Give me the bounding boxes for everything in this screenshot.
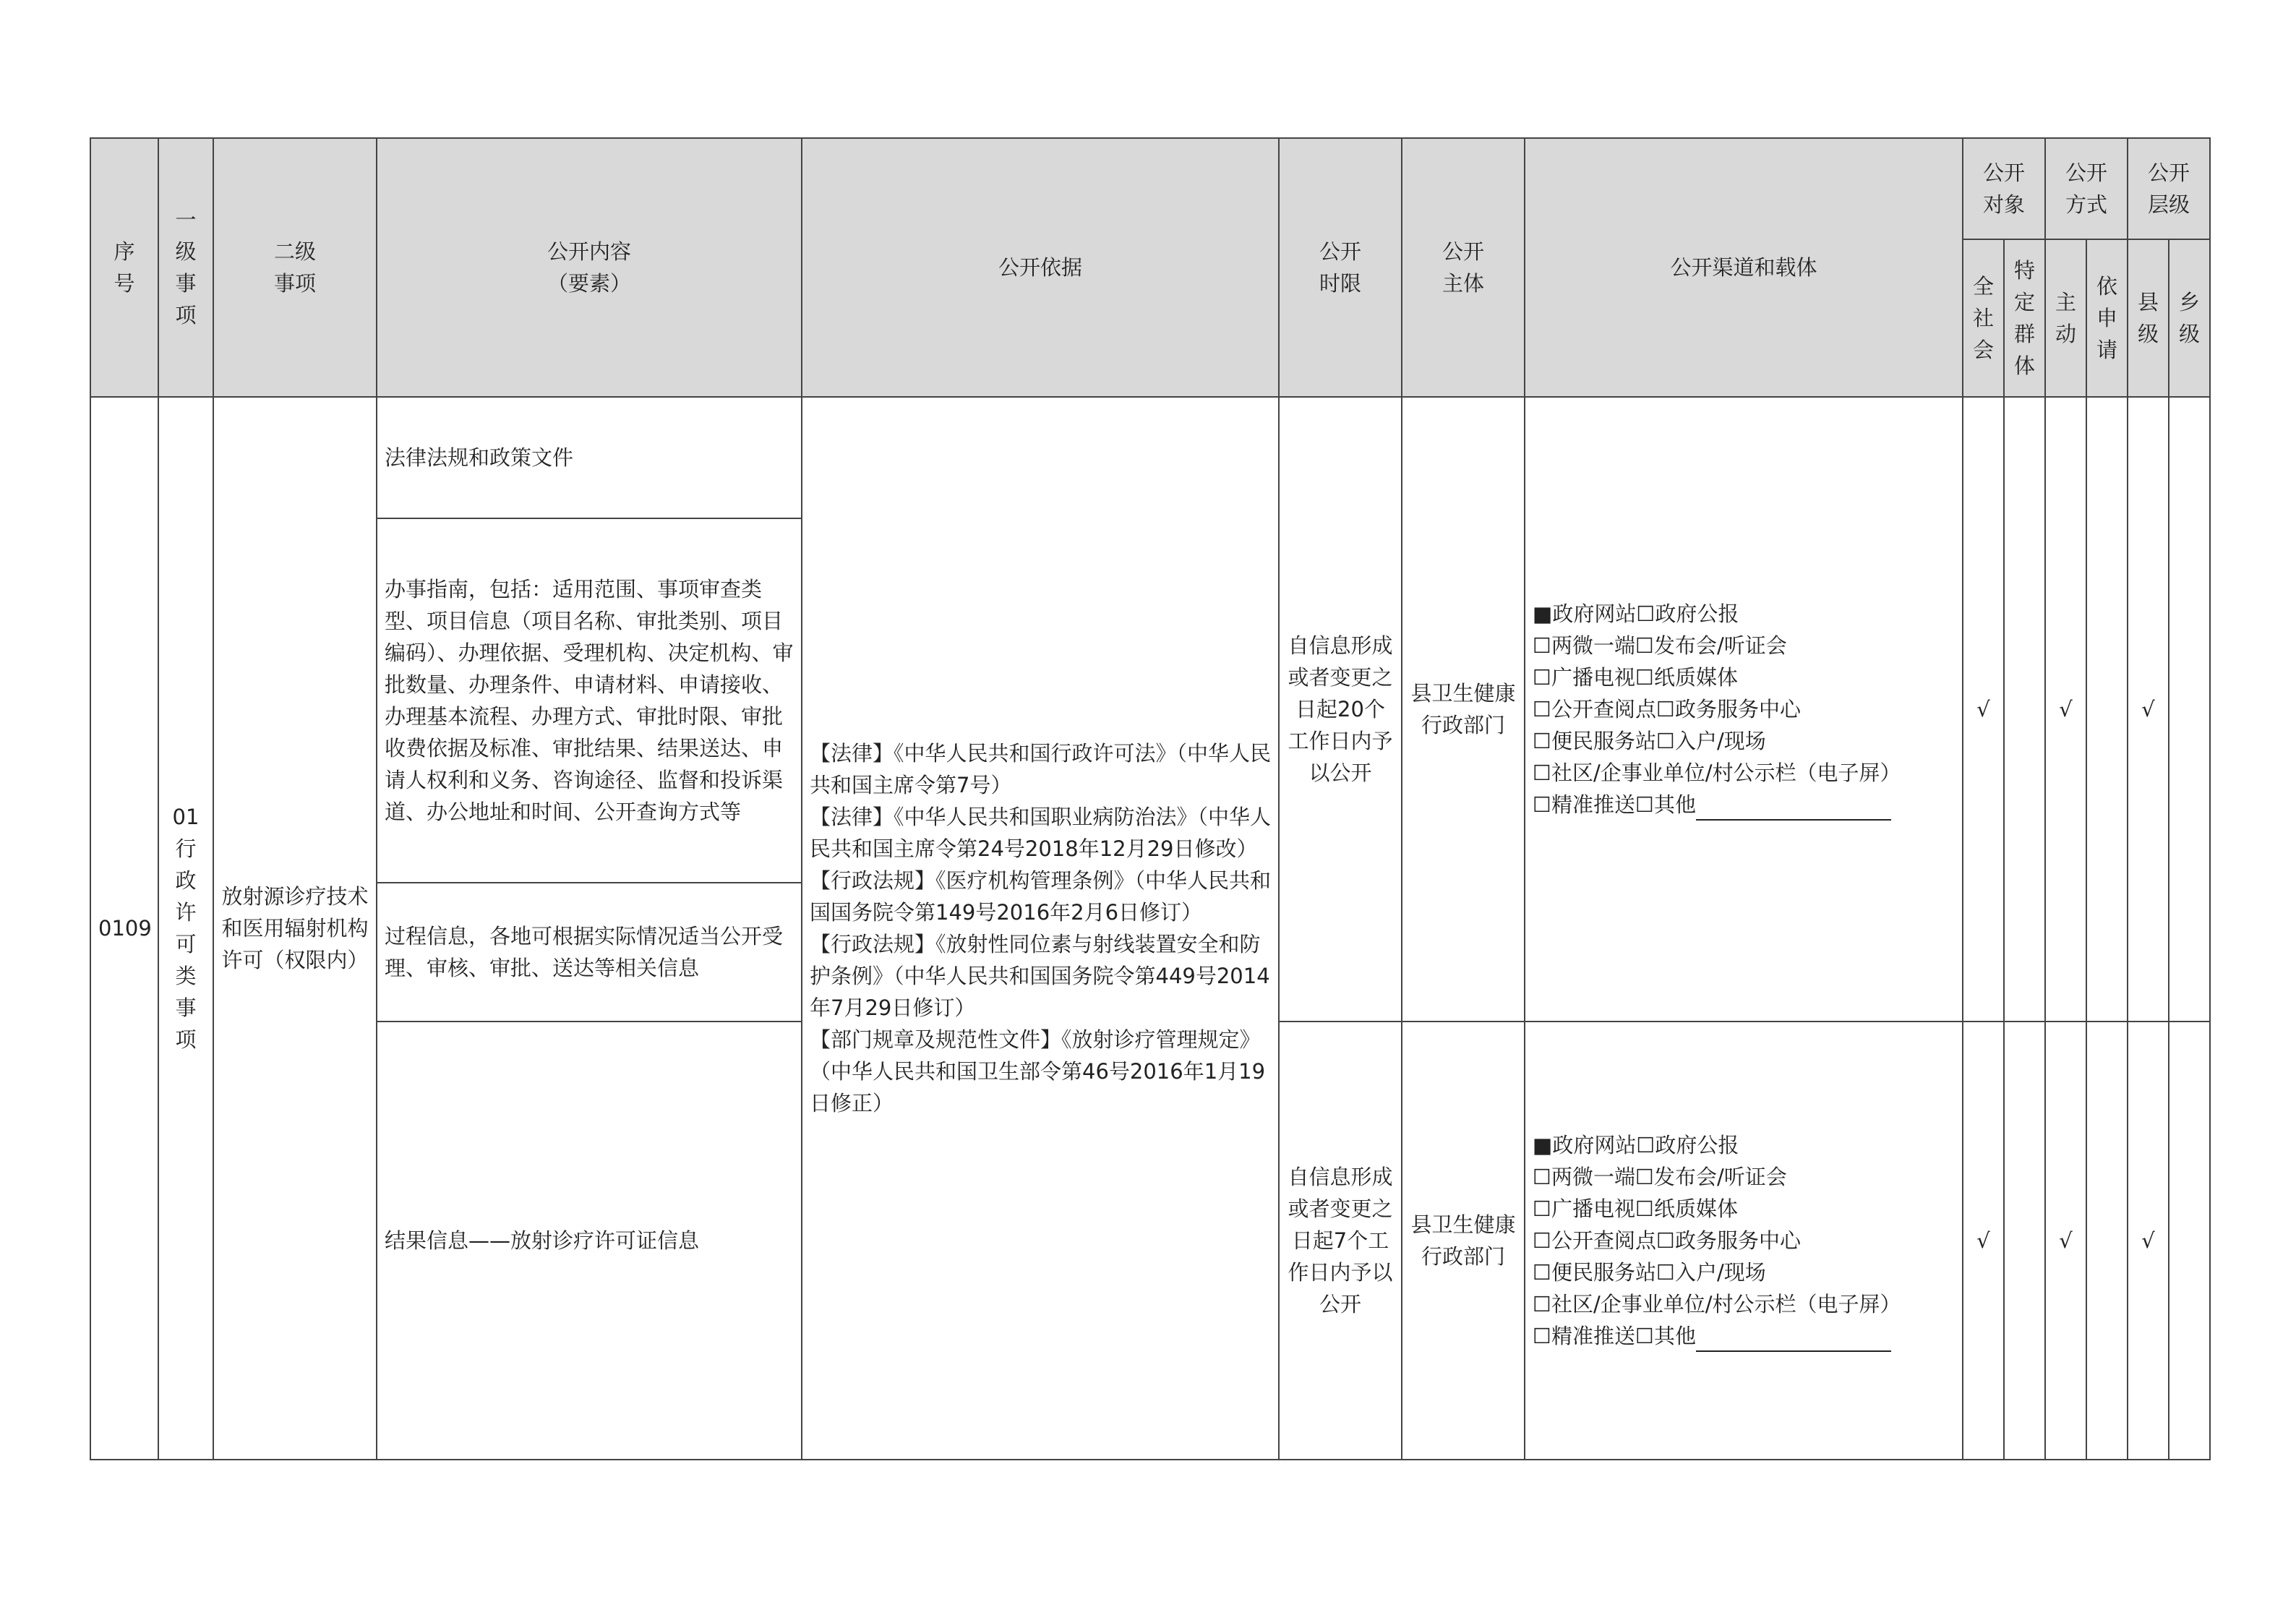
group1-target-specific (2004, 397, 2045, 1022)
row-seq: 0109 (90, 397, 158, 1460)
group2-channels: ■政府网站☐政府公报 ☐两微一端☐发布会/听证会 ☐广播电视☐纸质媒体 ☐公开查阅点☐政务服务中心 ☐便民服务站☐入户/现场 ☐社区/企事业单位/村公示栏（电子屏） ☐精准推送☐其他 (1525, 1022, 1963, 1460)
header-level1: 一 级 事 项 (158, 138, 213, 397)
group1-time-limit: 自信息形成或者变更之日起20个工作日内予以公开 (1279, 397, 1402, 1022)
header-method-active: 主 动 (2045, 239, 2086, 397)
content-item-process: 过程信息，各地可根据实际情况适当公开受理、审核、审批、送达等相关信息 (377, 883, 802, 1022)
group1-target-all: √ (1963, 397, 2004, 1022)
header-target-specific: 特 定 群 体 (2004, 239, 2045, 397)
group2-tier-township (2169, 1022, 2210, 1460)
header-content: 公开内容 （要素） (377, 138, 802, 397)
row-level2: 放射源诊疗技术和医用辐射机构许可（权限内） (213, 397, 377, 1460)
basis-line: 【法律】《中华人民共和国行政许可法》（中华人民共和国主席令第7号） (810, 741, 1272, 797)
header-time-limit: 公开 时限 (1279, 138, 1402, 397)
header-method: 公开 方式 (2045, 138, 2128, 239)
row-level1: 01 行 政 许 可 类 事 项 (158, 397, 213, 1460)
basis-line: 【行政法规】《医疗机构管理条例》（中华人民共和国国务院令第149号2016年2月6日修订） (810, 868, 1272, 925)
group2-method-active: √ (2045, 1022, 2086, 1460)
basis-line: 【法律】《中华人民共和国职业病防治法》（中华人民共和国主席令第24号2018年12月29日修改） (810, 805, 1272, 861)
other-blank-line (1696, 1329, 1891, 1352)
group1-channels: ■政府网站☐政府公报 ☐两微一端☐发布会/听证会 ☐广播电视☐纸质媒体 ☐公开查阅点☐政务服务中心 ☐便民服务站☐入户/现场 ☐社区/企事业单位/村公示栏（电子屏） ☐精准推送☐其他 (1525, 397, 1963, 1022)
basis-line: 【部门规章及规范性文件】《放射诊疗管理规定》（中华人民共和国卫生部令第46号2016年1月19日修正） (810, 1027, 1266, 1115)
header-target: 公开 对象 (1963, 138, 2045, 239)
group2-target-all: √ (1963, 1022, 2004, 1460)
basis-line: 【行政法规】《放射性同位素与射线装置安全和防护条例》（中华人民共和国国务院令第449号2014年7月29日修订） (810, 932, 1270, 1020)
header-tier: 公开 层级 (2128, 138, 2210, 239)
header-tier-county: 县 级 (2128, 239, 2169, 397)
group1-subject: 县卫生健康行政部门 (1402, 397, 1525, 1022)
group2-tier-county: √ (2128, 1022, 2169, 1460)
group2-target-specific (2004, 1022, 2045, 1460)
row-basis (802, 397, 1279, 1460)
group1-tier-county: √ (2128, 397, 2169, 1022)
group1-tier-township (2169, 397, 2210, 1022)
header-seq: 序 号 (90, 138, 158, 397)
content-item-laws: 法律法规和政策文件 (377, 397, 802, 518)
header-target-all: 全 社 会 (1963, 239, 2004, 397)
header-basis: 公开依据 (802, 138, 1279, 397)
group1-method-request (2086, 397, 2128, 1022)
header-channel: 公开渠道和载体 (1525, 138, 1963, 397)
header-method-request: 依 申 请 (2086, 239, 2128, 397)
group2-method-request (2086, 1022, 2128, 1460)
header-tier-township: 乡 级 (2169, 239, 2210, 397)
header-level2: 二级 事项 (213, 138, 377, 397)
other-blank-line (1696, 797, 1891, 821)
disclosure-table (90, 137, 2211, 1460)
group1-method-active: √ (2045, 397, 2086, 1022)
group2-time-limit: 自信息形成或者变更之日起7个工作日内予以公开 (1279, 1022, 1402, 1460)
content-item-result: 结果信息——放射诊疗许可证信息 (377, 1022, 802, 1460)
group2-subject: 县卫生健康行政部门 (1402, 1022, 1525, 1460)
content-item-guide: 办事指南，包括：适用范围、事项审查类型、项目信息（项目名称、审批类别、项目编码）、办理依据、受理机构、决定机构、审批数量、办理条件、申请材料、申请接收、办理基本流程、办理方式、审批时限、审批收费依据及标准、审批结果、结果送达、申请人权利和义务、咨询途径、监督和投诉渠道、办公地址和时间、公开查询方式等 (377, 518, 802, 883)
header-subject: 公开 主体 (1402, 138, 1525, 397)
